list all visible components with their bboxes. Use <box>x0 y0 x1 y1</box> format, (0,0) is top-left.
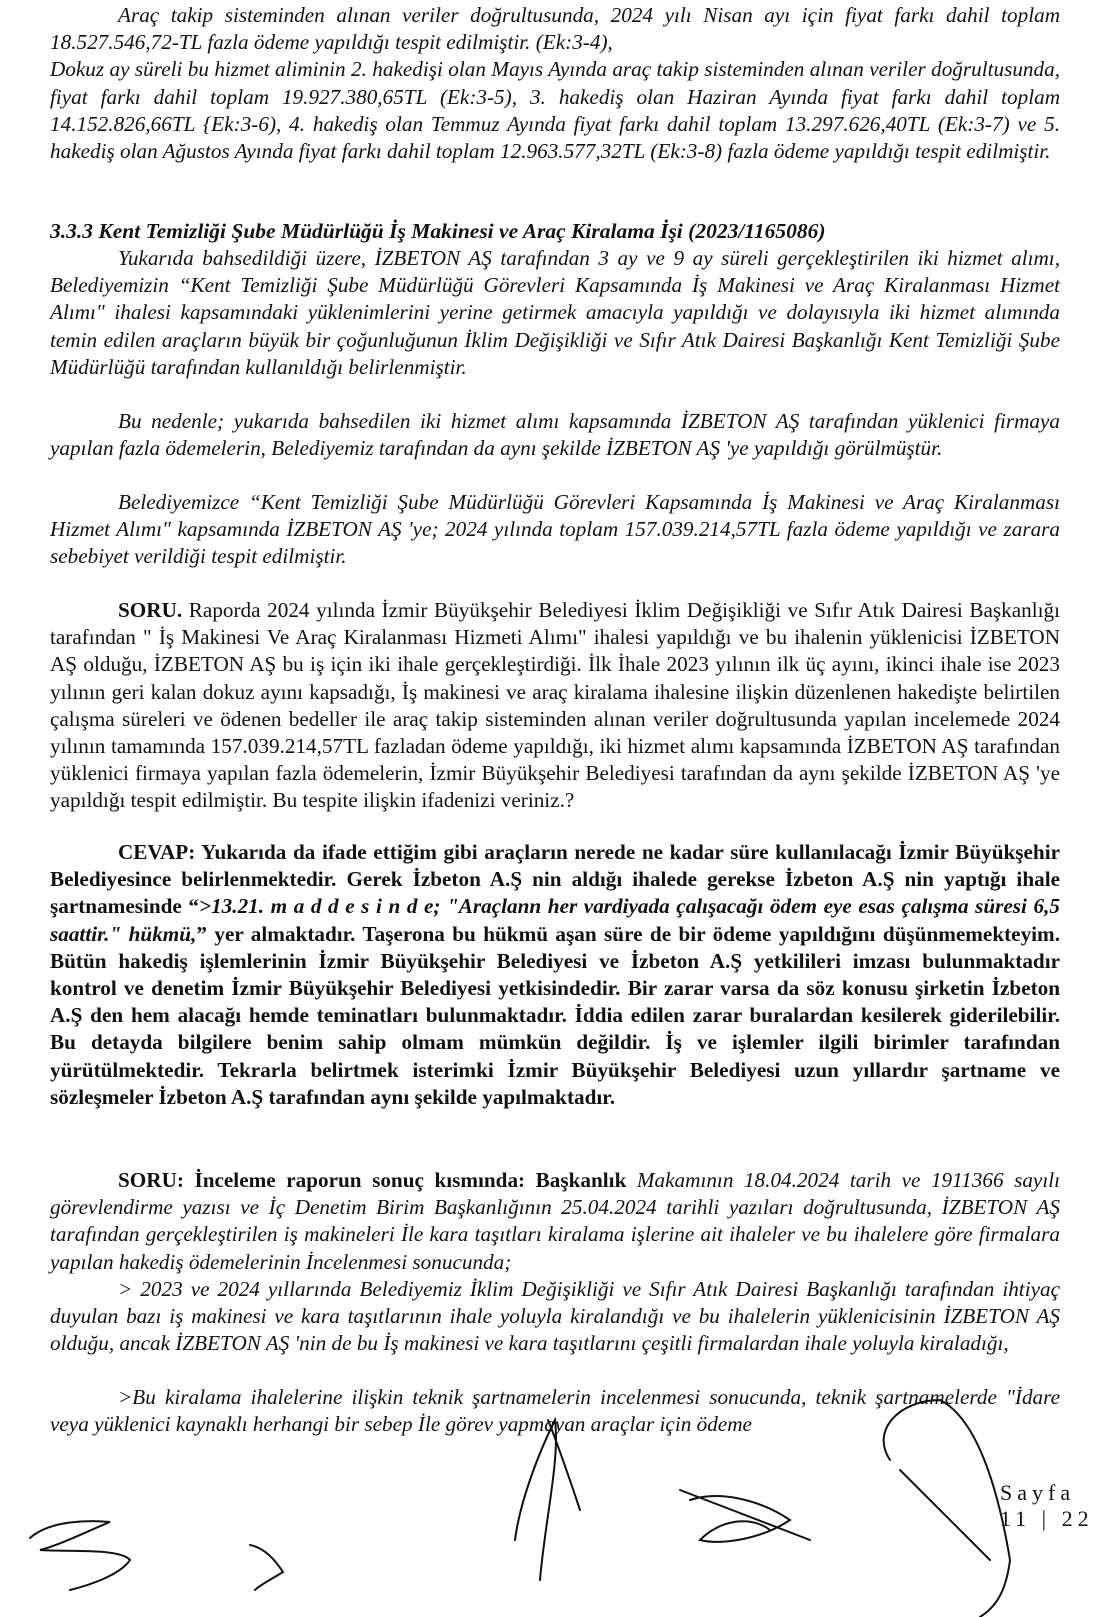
page-number: Sayfa 11 | 22 <box>1000 1480 1094 1531</box>
answer-1: CEVAP: Yukarıda da ifade ettiğim gibi araçların nerede ne kadar süre kullanılacağı İzmir Büyükşehir Belediyesince belirlenmektedir. Gerek İzbeton A.Ş nin aldığı ihalede gerekse İzbeton A.Ş nin yaptığı ihale şartnamesinde “>13.21. m a d d e s i n d e; "Araçlann her vardiyada çalışacağı ödem eye esas çalışma süresi 6,5 saattir." hükmü,” yer almaktadır. Taşerona bu hükmü aşan süre de bir ödeme yapıldığını düşünmemekteyim. Bütün hakediş işlemlerinin İzmir Büyükşehir Belediyesi ve İzbeton A.Ş yetkilileri imzası bulunmaktadır kontrol ve denetim İzmir Büyükşehir Belediyesi yetkisindedir. Bir zarar varsa da söz konusu şirketin İzbeton A.Ş den hem alacağı hemde teminatları bulunmaktadır. İddia edilen zarar buralardan kesilerek giderilebilir. Bu detayda bilgilere benim sahip olmam mümkün değildir. İş ve işlemler ilgili birimler tarafından yürütülmektedir. Tekrarla belirtmek isterimki İzmir Büyükşehir Belediyesi uzun yıllardır şartname ve sözleşmeler İzbeton A.Ş tarafından aynı şekilde yapılmaktadır. <box>50 840 1061 1109</box>
section-heading: 3.3.3 Kent Temizliği Şube Müdürlüğü İş Makinesi ve Araç Kiralama İşi (2023/1165086) <box>50 219 826 243</box>
question-text: Raporda 2024 yılında İzmir Büyükşehir Belediyesi İklim Değişikliği ve Sıfır Atık Dairesi Başkanlığı tarafından " İş Makinesi Ve Araç Kiralanması Hizmeti Alımı" ihalesi yapıldığı ve bu ihalenin yüklenicisi İZBETON AŞ olduğu, İZBETON AŞ bu iş için iki ihale gerçekleştirdiği. İlk İhale 2023 yılının ilk üç ayını, ikinci ihale ise 2023 yılının geri kalan dokuz ayını kapsadığı, İş makinesi ve araç kiralama ihalesine ilişkin düzenlenen hakedişte belirtilen çalışma süreleri ve ödenen bedeller ile araç takip sisteminden alınan veriler doğrultusunda yapılan incelemede 2024 yılının tamamında 157.039.214,57TL fazladan ödeme yapıldığı, iki hizmet alımı kapsamında İZBETON AŞ tarafından yüklenici firmaya yapılan fazla ödemelerin, İzmir Büyükşehir Belediyesi tarafından da aynı şekilde İZBETON AŞ 'ye yapıldığı tespit edilmiştir. Bu tespite ilişkin ifadenizi veriniz.? <box>50 598 1060 813</box>
finding-item-2: >Bu kiralama ihalelerine ilişkin teknik şartnamelerin incelenmesi sonucunda, teknik şartnamelerde "İdare veya yüklenici kaynaklı herhangi bir sebep İle görev yapmayan araçlar için ödeme <box>50 1385 1060 1437</box>
question-2: SORU: İnceleme raporun sonuç kısmında: Başkanlık Makamının 18.04.2024 tarih ve 1911366 sayılı görevlendirme yazısı ve İç Denetim Birim Başkanlığının 25.04.2024 tarihli yazıları doğrultusunda, İZBETON AŞ tarafından gerçekleştirilen iş makineleri İle kara taşıtları kiralama işlerine ait ihaleler ve bu ihalelere göre firmalara yapılan hakediş ödemelerinin İncelenmesi sonucunda; <box>50 1168 1060 1274</box>
question-1 <box>50 597 1060 815</box>
signature-left <box>30 1521 130 1590</box>
paragraph-april-payment: Araç takip sisteminden alınan veriler doğrultusunda, 2024 yılı Nisan ayı için fiyat farkı dahil toplam 18.527.546,72-TL fazla ödeme yapıldığı tespit edilmiştir. (Ek:3-4), Dokuz ay süreli bu hizmet aliminin 2. hakedişi olan Mayıs Ayında araç takip sisteminden alınan veriler doğrultusunda, fiyat farkı dahil toplam 19.927.380,65TL (Ek:3-5), 3. hakediş olan Haziran Ayında fiyat farkı dahil toplam 14.152.826,66TL {Ek:3-6), 4. hakediş olan Temmuz Ayında fiyat farkı dahil toplam 13.297.626,40TL (Ek:3-7) ve 5. hakediş olan Ağustos Ayında fiyat farkı dahil toplam 12.963.577,32TL (Ek:3-8) fazla ödeme yapıldığı tespit edilmiştir. <box>50 3 1060 164</box>
signature-center-2 <box>680 1490 810 1542</box>
finding-item-1: > 2023 ve 2024 yıllarında Belediyemiz İklim Değişikliği ve Sıfır Atık Dairesi Başkanlığı tarafından ihtiyaç duyulan bazı iş makinesi ve kara taşıtlarının ihale yoluyla kiralandığı ve bu ihalelerin yüklenicisinin İZBETON AŞ olduğu, ancak İZBETON AŞ 'nin de bu İş makinesi ve kara taşıtlarını çeşitli firmalardan ihale yoluyla kiraladığı, <box>50 1277 1060 1356</box>
section-paragraph-2: Bu nedenle; yukarıda bahsedilen iki hizmet alımı kapsamında İZBETON AŞ tarafından yüklenici firmaya yapılan fazla ödemelerin, Belediyemiz tarafından da aynı şekilde İZBETON AŞ 'ye yapıldığı görülmüştür. <box>50 409 1060 461</box>
section-paragraph-1: Yukarıda bahsedildiği üzere, İZBETON AŞ tarafından 3 ay ve 9 ay süreli gerçekleştirilen iki hizmet alımı, Belediyemizin “Kent Temizliği Şube Müdürlüğü Görevleri Kapsamında İş Makinesi ve Araç Kiralanması Hizmet Alımı" ihalesi kapsamındaki yüklenimlerini yerine getirmek amacıyla yapıldığı ve dolayısıyla iki hizmet alımında temin edilen araçların büyük bir çoğunluğunun İklim Değişikliği ve Sıfır Atık Dairesi Başkanlığı Kent Temizliği Şube Müdürlüğü tarafından kullanıldığı belirlenmiştir. <box>50 246 1060 379</box>
signature-mark <box>250 1545 283 1590</box>
signature-center-1 <box>515 1420 580 1580</box>
spec-quote: >13.21. m a d d e s i n d e; "Araçlann her vardiyada çalışacağı ödem eye esas çalışma süresi 6,5 saattir." hükmü, <box>50 894 1060 946</box>
question-label: SORU. <box>118 598 183 622</box>
section-paragraph-3: Belediyemizce “Kent Temizliği Şube Müdürlüğü Görevleri Kapsamında İş Makinesi ve Araç Kiralanması Hizmet Alımı" kapsamında İZBETON AŞ 'ye; 2024 yılında toplam 157.039.214,57TL fazla ödeme yapıldığı ve zarara sebebiyet verildiği tespit edilmiştir. <box>50 490 1060 569</box>
